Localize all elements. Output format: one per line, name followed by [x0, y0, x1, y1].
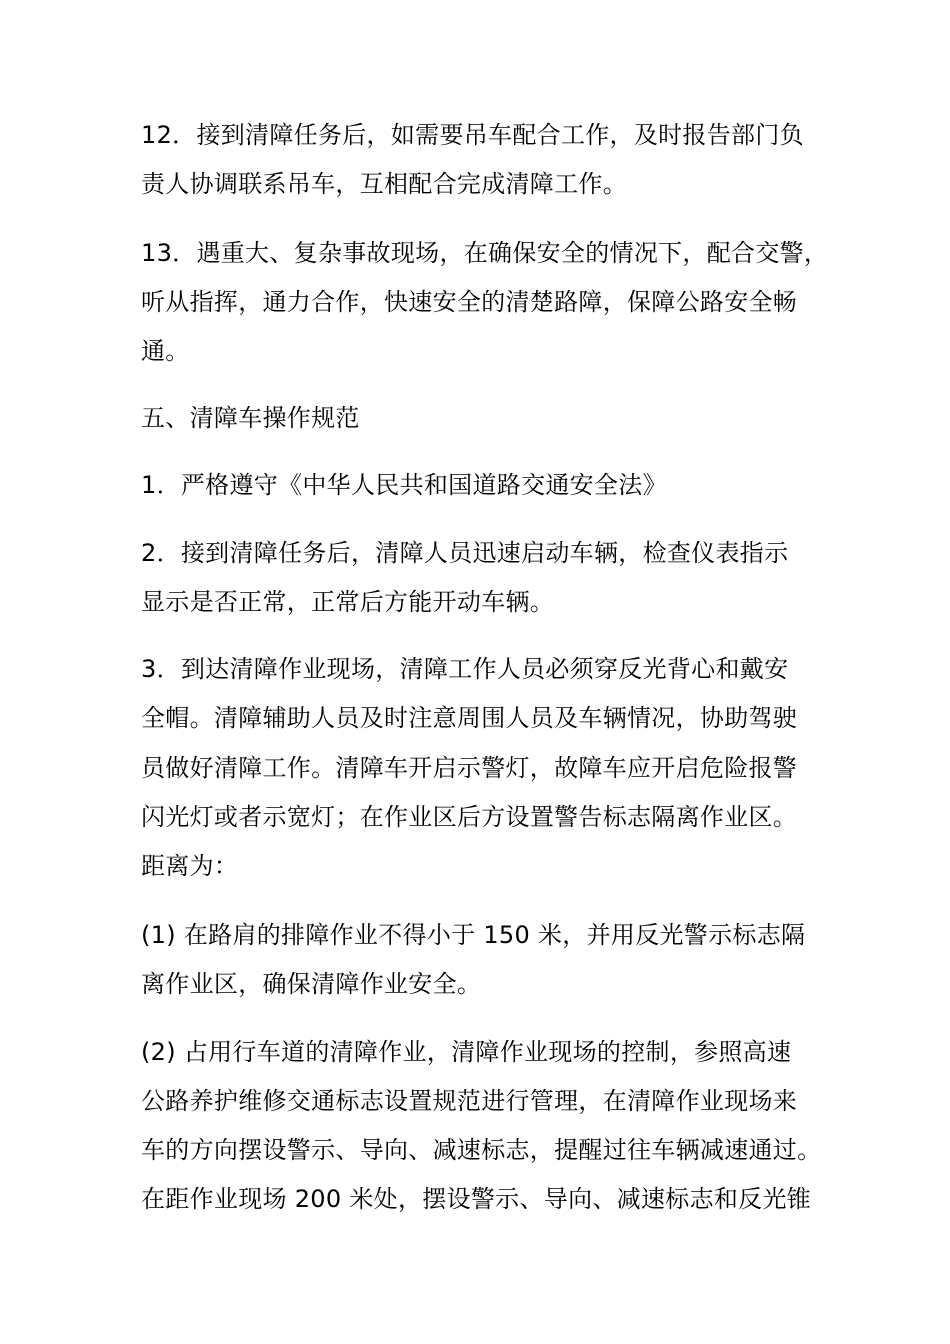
text-line: 在距作业现场 200 米处，摆设警示、导向、减速标志和反光锥 [141, 1185, 812, 1213]
text-line: 全帽。清障辅助人员及时注意周围人员及车辆情况，协助驾驶 [141, 704, 798, 732]
text-line: 显示是否正常，正常后方能开动车辆。 [141, 588, 555, 616]
text-line: 3．到达清障作业现场，清障工作人员必须穿反光背心和戴安 [141, 655, 789, 683]
text-line: (1) 在路肩的排障作业不得小于 150 米，并用反光警示标志隔 [141, 921, 806, 949]
text-line: 离作业区，确保清障作业安全。 [141, 970, 482, 998]
text-line: 听从指挥，通力合作，快速安全的清楚路障，保障公路安全畅 [141, 288, 798, 316]
text-line: 距离为： [141, 852, 239, 880]
section-heading: 五、清障车操作规范 [141, 404, 360, 432]
text-line: 通。 [141, 337, 190, 365]
text-line: 闪光灯或者示宽灯；在作业区后方设置警告标志隔离作业区。 [141, 803, 798, 831]
text-line: 12．接到清障任务后，如需要吊车配合工作，及时报告部门负 [141, 121, 804, 149]
text-line: 1．严格遵守《中华人民共和国道路交通安全法》 [141, 471, 667, 499]
text-line: 公路养护维修交通标志设置规范进行管理，在清障作业现场来 [141, 1087, 798, 1115]
text-line: 员做好清障工作。清障车开启示警灯，故障车应开启危险报警 [141, 754, 798, 782]
text-line: 车的方向摆设警示、导向、减速标志，提醒过往车辆减速通过。 [141, 1136, 822, 1164]
text-line: (2) 占用行车道的清障作业，清障作业现场的控制，参照高速 [141, 1038, 792, 1066]
text-line: 2．接到清障任务后，清障人员迅速启动车辆，检查仪表指示 [141, 539, 789, 567]
text-line: 13．遇重大、复杂事故现场，在确保安全的情况下，配合交警， [141, 239, 829, 267]
text-line: 责人协调联系吊车，互相配合完成清障工作。 [141, 170, 627, 198]
